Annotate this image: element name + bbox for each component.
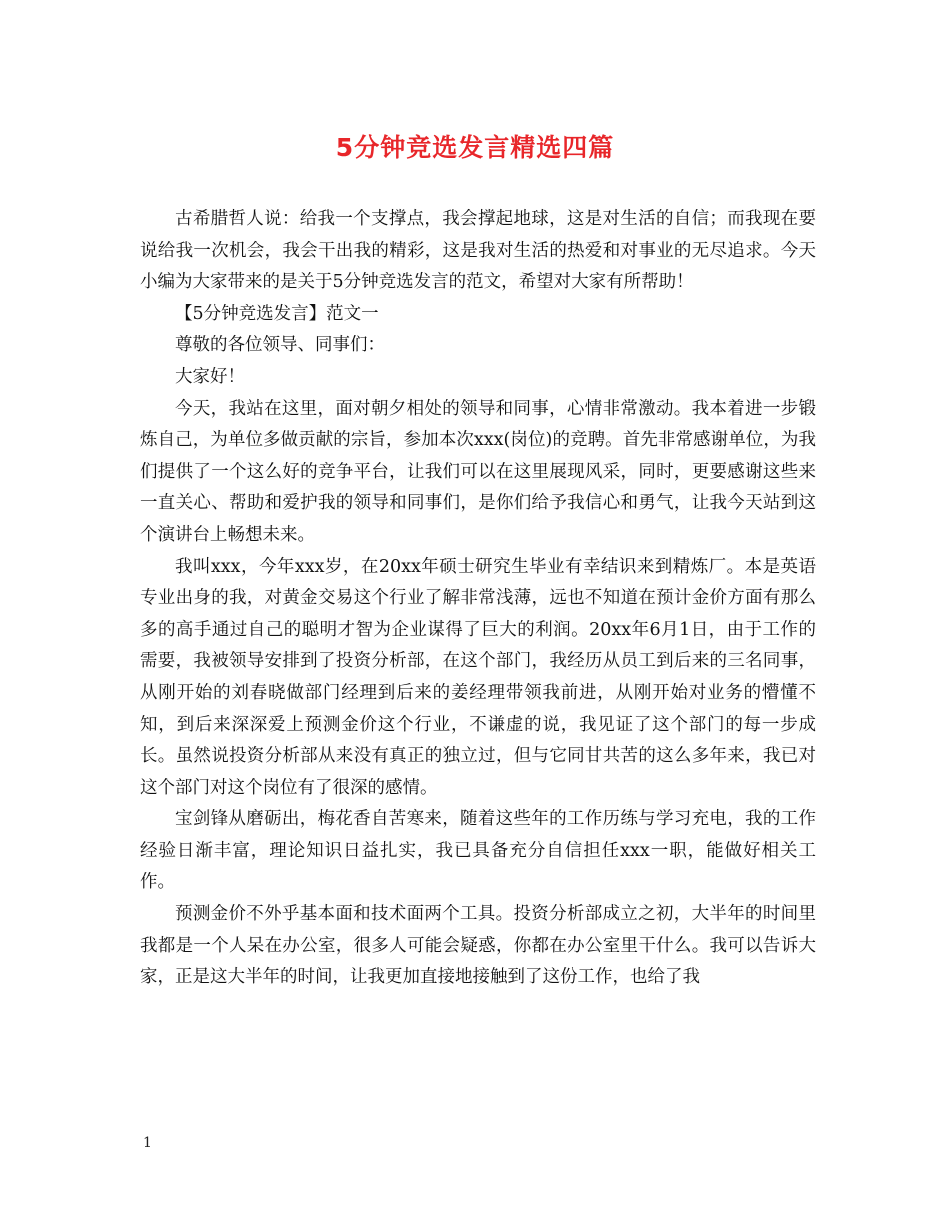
paragraph-greeting: 大家好！	[175, 366, 245, 387]
document-body	[140, 204, 816, 994]
paragraph-forecast: 预测金价不外乎基本面和技术面两个工具。投资分析部成立之初，大半年的时间里我都是一个人呆在办公室，很多人可能会疑惑，你都在办公室里干什么。我可以告诉大家，正是这大半年的时间，让我更加直接地接触到了这份工作，也给了我	[140, 904, 816, 988]
page-number: 1	[143, 1135, 152, 1151]
paragraph-experience: 宝剑锋从磨砺出，梅花香自苦寒来，随着这些年的工作历练与学习充电，我的工作经验日渐丰富，理论知识日益扎实，我已具备充分自信担任xxx一职，能做好相关工作。	[140, 809, 816, 893]
paragraph-background: 我叫xxx，今年xxx岁，在20xx年硕士研究生毕业有幸结识来到精炼厂。本是英语专业出身的我，对黄金交易这个行业了解非常浅薄，远也不知道在预计金价方面有那么多的高手通过自己的聪明才智为企业谋得了巨大的利润。20xx年6月1日，由于工作的需要，我被领导安排到了投资分析部，在这个部门，我经历从员工到后来的三名同事，从刚开始的刘春晓做部门经理到后来的姜经理带领我前进，从刚开始对业务的懵懂不知，到后来深深爱上预测金价这个行业，不谦虚的说，我见证了这个部门的每一步成长。虽然说投资分析部从来没有真正的独立过，但与它同甘共苦的这么多年来，我已对这个部门对这个岗位有了很深的感情。	[140, 556, 816, 798]
paragraph-intro: 古希腊哲人说：给我一个支撑点，我会撑起地球，这是对生活的自信；而我现在要说给我一次机会，我会干出我的精彩，这是我对生活的热爱和对事业的无尽追求。今天小编为大家带来的是关于5分钟竞选发言的范文，希望对大家有所帮助！	[140, 209, 816, 293]
document-title: 5分钟竞选发言精选四篇	[335, 133, 615, 162]
paragraph-salutation: 尊敬的各位领导、同事们：	[175, 335, 385, 356]
paragraph-section-heading: 【5分钟竞选发言】范文一	[175, 303, 379, 324]
paragraph-opening: 今天，我站在这里，面对朝夕相处的领导和同事，心情非常激动。我本着进一步锻炼自己，为单位多做贡献的宗旨，参加本次xxx(岗位)的竞聘。首先非常感谢单位，为我们提供了一个这么好的竞争平台，让我们可以在这里展现风采，同时，更要感谢这些来一直关心、帮助和爱护我的领导和同事们，是你们给予我信心和勇气，让我今天站到这个演讲台上畅想未来。	[140, 398, 816, 545]
